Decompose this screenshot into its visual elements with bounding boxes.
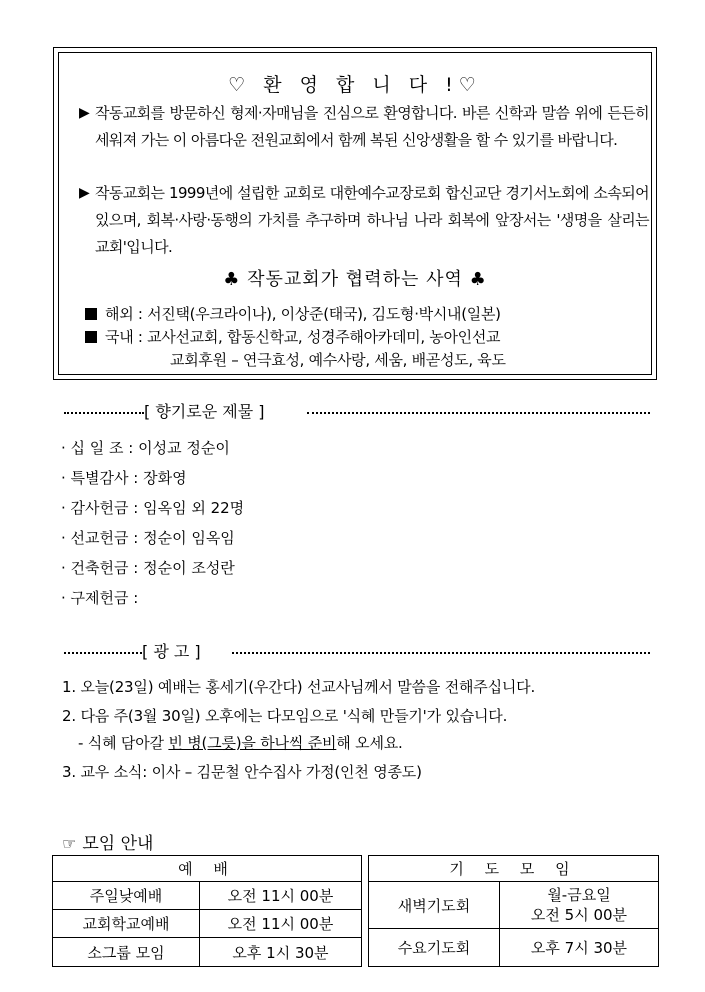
welcome-paragraph-1	[79, 100, 649, 154]
ad-item-2-sub-post: 해 오세요.	[336, 734, 403, 752]
arrow-bullet-icon: ▶	[79, 185, 90, 201]
prayer-time-dawn-hour: 오전 5시 00분	[530, 906, 628, 924]
square-bullet-icon	[85, 308, 97, 320]
arrow-bullet-icon: ▶	[79, 105, 90, 121]
prayer-name-dawn: 새벽기도회	[368, 881, 500, 929]
dotted-divider	[64, 412, 144, 414]
ad-item-2: 2. 다음 주(3월 30일) 오후에는 다모임으로 '식혜 만들기'가 있습니다.	[62, 707, 508, 725]
worship-table-header: 예 배	[52, 855, 362, 882]
welcome-paragraph-text: 작동교회를 방문하신 형제·자매님을 진심으로 환영합니다. 바른 신학과 말씀 위에 든든히 세워져 가는 이 아름다운 전원교회에서 함께 복된 신앙생활을 할 수 있기를 바랍니다.	[95, 104, 649, 149]
dotted-divider	[232, 652, 650, 654]
ad-item-3: 3. 교우 소식: 이사 – 김문철 안수집사 가정(인천 영종도)	[62, 763, 422, 781]
ad-item-2-sub	[78, 732, 403, 754]
meeting-info-title-text: 모임 안내	[82, 834, 154, 854]
worship-time-sunday: 오전 11시 00분	[199, 881, 362, 910]
dotted-divider	[64, 652, 142, 654]
ads-header-label: [ 광 고 ]	[142, 642, 201, 661]
worship-time-school: 오전 11시 00분	[199, 909, 362, 938]
prayer-table-header: 기 도 모 임	[368, 855, 659, 882]
welcome-box	[53, 47, 657, 380]
prayer-name-wednesday: 수요기도회	[368, 928, 500, 967]
gift-item-mission-offering: · 선교헌금 : 정순이 임옥임	[61, 529, 235, 547]
gift-item-thanks-offering: · 감사헌금 : 임옥임 외 22명	[61, 499, 245, 517]
mission-title: ♣ 작동교회가 협력하는 사역 ♣	[223, 269, 487, 290]
prayer-time-dawn	[499, 881, 659, 929]
ad-item-2-sub-pre: - 식혜 담아갈	[78, 734, 169, 752]
ad-item-2-sub-underlined: 빈 병(그릇)을 하나씩 준비	[168, 734, 337, 752]
mission-overseas	[85, 303, 501, 326]
gift-item-tithe: · 십 일 조 : 이성교 정순이	[61, 439, 230, 457]
mission-domestic-support: 교회후원 – 연극효성, 예수사랑, 세움, 배곧성도, 육도	[170, 351, 506, 369]
welcome-paragraph-2	[79, 180, 649, 261]
meeting-info-title	[62, 829, 153, 854]
gift-item-special-thanks: · 특별감사 : 장화영	[61, 469, 187, 487]
welcome-paragraph-text: 작동교회는 1999년에 설립한 교회로 대한예수교장로회 합신교단 경기서노회에 소속되어 있으며, 회복·사랑·동행의 가치를 추구하며 하나님 나라 회복에 앞장서는 '생명을 살리는 교회'입니다.	[95, 184, 649, 256]
mission-overseas-text: 해외 : 서진택(우크라이나), 이상준(태국), 김도형·박시내(일본)	[105, 305, 501, 323]
prayer-table	[368, 855, 659, 967]
prayer-time-wednesday: 오후 7시 30분	[499, 928, 659, 967]
gifts-header-label: [ 향기로운 제물 ]	[144, 402, 265, 421]
welcome-title: ♡ 환 영 합 니 다 !♡	[228, 74, 482, 96]
gift-item-building-offering: · 건축헌금 : 정순이 조성란	[61, 559, 235, 577]
square-bullet-icon	[85, 331, 97, 343]
ad-item-1: 1. 오늘(23일) 예배는 홍세기(우간다) 선교사님께서 말씀을 전해주십니다.	[62, 678, 536, 696]
ads-section-header	[64, 641, 650, 663]
dotted-divider	[307, 412, 650, 414]
worship-table	[52, 855, 362, 967]
gifts-section-header	[64, 401, 650, 423]
mission-domestic-text: 국내 : 교사선교회, 합동신학교, 성경주해아카데미, 농아인선교	[105, 328, 501, 346]
gift-item-relief-offering: · 구제헌금 :	[61, 589, 139, 607]
mission-domestic	[85, 326, 500, 349]
pointing-hand-icon: ☞	[62, 834, 77, 853]
welcome-inner-frame	[58, 52, 652, 375]
worship-name-school: 교회학교예배	[52, 909, 200, 938]
worship-time-smallgroup: 오후 1시 30분	[199, 937, 362, 967]
prayer-time-dawn-days: 월-금요일	[547, 886, 611, 904]
worship-name-sunday: 주일낮예배	[52, 881, 200, 910]
worship-name-smallgroup: 소그룹 모임	[52, 937, 200, 967]
